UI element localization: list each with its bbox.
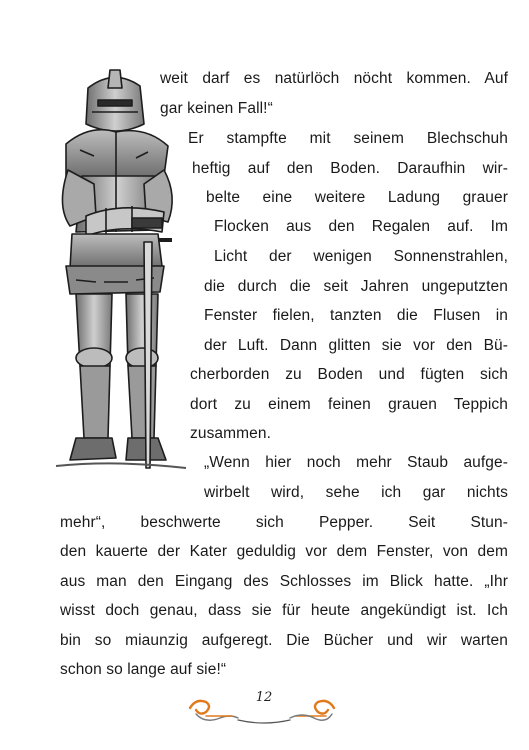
knight-in-armor-icon xyxy=(36,66,196,474)
text-line: Flocken aus den Regalen auf. Im xyxy=(214,218,508,235)
text-line: schon so lange auf sie!“ xyxy=(60,661,227,678)
text-line: bin so miaunzig aufgeregt. Die Bücher und wir warten xyxy=(60,632,508,649)
text-line: den kauerte der Kater geduldig vor dem Fenster, von dem xyxy=(60,543,508,560)
text-line: wirbelt wird, sehe ich gar nichts xyxy=(204,484,508,501)
text-line: Fenster fielen, tanzten die Flusen in xyxy=(204,307,508,324)
text-line: dort zu einem feinen grauen Teppich xyxy=(190,396,508,413)
page-number: 12 xyxy=(255,690,273,705)
text-line: belte eine weitere Ladung grauer xyxy=(206,189,508,206)
text-line: die durch die seit Jahren ungeputzten xyxy=(204,278,508,295)
text-line: weit darf es natürlöch nöcht kommen. Auf xyxy=(160,70,508,87)
text-line: Licht der wenigen Sonnenstrahlen, xyxy=(214,248,508,265)
text-line: gar keinen Fall!“ xyxy=(160,100,273,117)
text-line: aus man den Eingang des Schlosses im Blick hatte. „Ihr xyxy=(60,573,508,590)
text-line: heftig auf den Boden. Daraufhin wir- xyxy=(192,160,508,177)
text-line: cherborden zu Boden und fügten sich xyxy=(190,366,508,383)
text-line: Er stampfte mit seinem Blechschuh xyxy=(188,130,508,147)
text-line: der Luft. Dann glitten sie vor den Bü- xyxy=(204,337,508,354)
text-line: zusammen. xyxy=(190,425,272,442)
text-line: mehr“, beschwerte sich Pepper. Seit Stun- xyxy=(60,514,508,531)
text-line: wisst doch genau, dass sie für heute angekündigt ist. Ich xyxy=(60,602,508,619)
text-line: „Wenn hier noch mehr Staub aufge- xyxy=(204,454,508,471)
